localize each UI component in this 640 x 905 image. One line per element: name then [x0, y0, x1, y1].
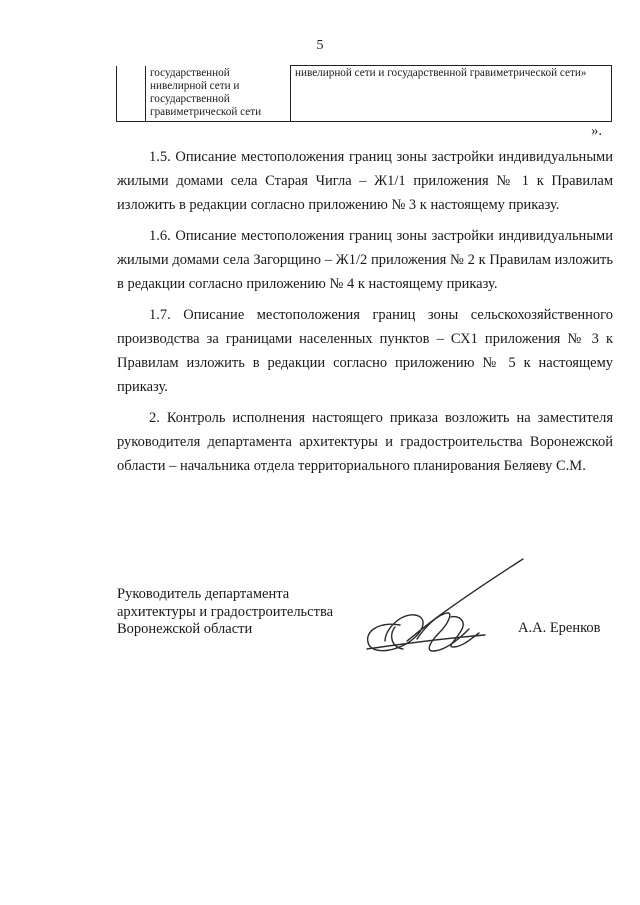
paragraph-1-7: 1.7. Описание местоположения границ зоны сельскохозяйственного производства за границами населенных пунктов – СХ1 приложения № 3 к Правилам изложить в редакции согласно приложению № 5 к настоящему приказу. — [117, 307, 613, 395]
paragraph-1-5: 1.5. Описание местоположения границ зоны застройки индивидуальными жилыми домами села Старая Чигла – Ж1/1 приложения № 1 к Правилам изложить в редакции согласно приложению № 3 к настоящему приказу. — [117, 149, 613, 213]
signer-name: А.А. Еренков — [518, 620, 601, 636]
closing-quote: ». — [591, 123, 602, 139]
signatory-title — [117, 586, 333, 639]
handwritten-signature — [355, 555, 525, 665]
signatory-title-line: Воронежской области — [117, 621, 253, 637]
signatory-title-line: архитектуры и градостроительства — [117, 603, 334, 620]
document-body — [117, 145, 613, 485]
table-cell-number — [117, 66, 146, 122]
paragraph-2: 2. Контроль исполнения настоящего приказа возложить на заместителя руководителя департамента архитектуры и градостроительства Воронежской области – начальника отдела территориального планирования Беляеву С.М. — [117, 410, 613, 474]
paragraph-1-6: 1.6. Описание местоположения границ зоны застройки индивидуальными жилыми домами села Загорщино – Ж1/2 приложения № 2 к Правилам изложить в редакции согласно приложению № 4 к настоящему приказу. — [117, 228, 613, 292]
table-row — [117, 66, 612, 122]
table-cell-name: государственной нивелирной сети и государственной гравиметрической сети — [146, 66, 291, 122]
signatory-title-line: Руководитель департамента — [117, 586, 290, 602]
continued-table — [116, 65, 612, 122]
table-cell-description: нивелирной сети и государственной гравиметрической сети» — [291, 66, 612, 122]
page-number: 5 — [316, 38, 324, 53]
